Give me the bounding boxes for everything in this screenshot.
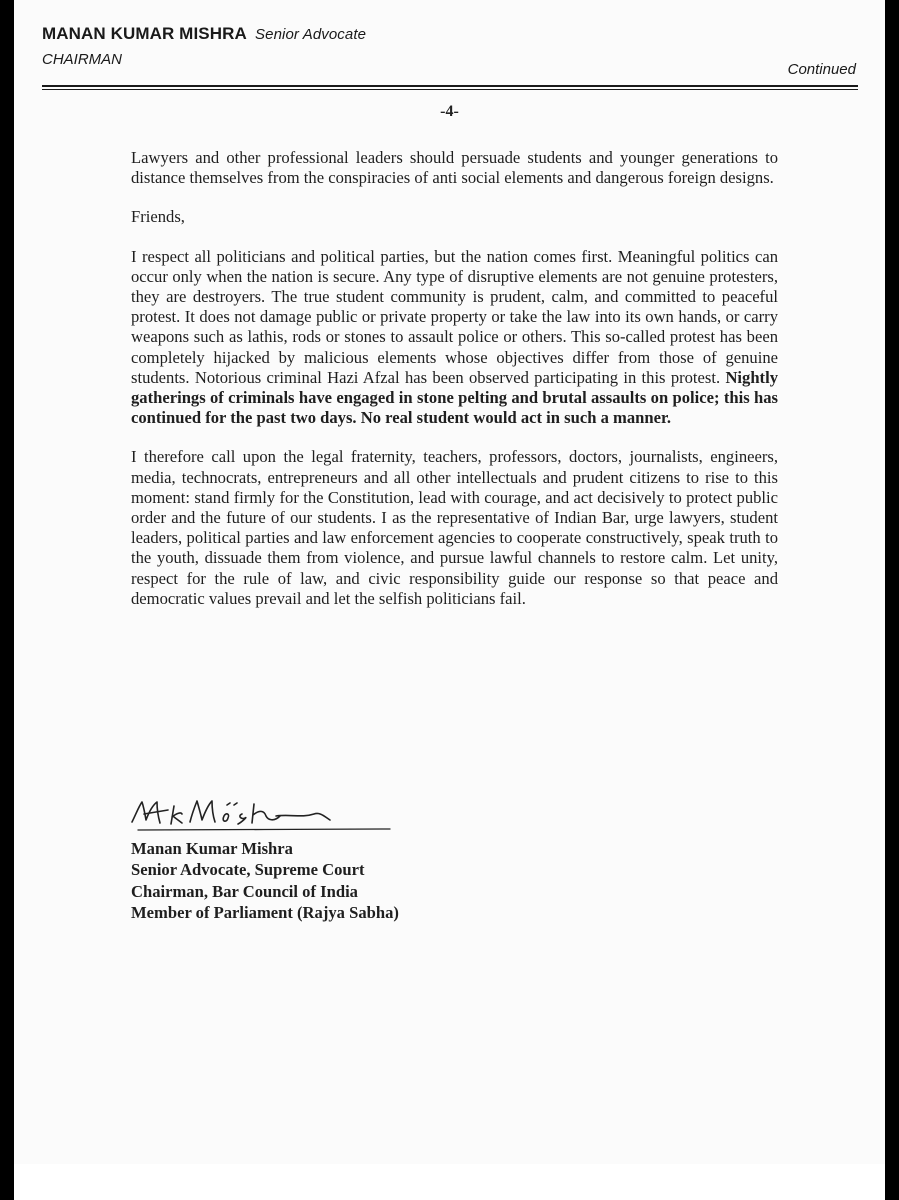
salutation: Friends, bbox=[131, 207, 185, 227]
signatory-title-3: Member of Parliament (Rajya Sabha) bbox=[131, 903, 399, 923]
signature-block bbox=[131, 838, 399, 924]
page-number: -4- bbox=[440, 103, 459, 120]
signatory-title-1: Senior Advocate, Supreme Court bbox=[131, 860, 365, 880]
letterhead-role: CHAIRMAN bbox=[42, 51, 123, 68]
letterhead-name bbox=[42, 24, 366, 44]
paragraph-4: I therefore call upon the legal fraternity, teachers, professors, doctors, journalists, engineers, media, technocrats, entrepreneurs and all other intellectuals and prudent citizens to rise to this moment: stand firmly for the Constitution, lead with courage, and act decisively to protect public order and the future of our students. I as the representative of Indian Bar, urge lawyers, student leaders, political parties and law enforcement agencies to cooperate constructively, speak truth to the youth, dissuade them from violence, and pursue lawful channels to restore calm. Let unity, respect for the rule of law, and civic responsibility guide our response so that peace and democratic values prevail and let the selfish politicians fail. bbox=[131, 447, 778, 608]
paragraph-3 bbox=[131, 247, 778, 429]
paragraph-3-bold: Nightly gatherings of criminals have engaged in stone pelting and brutal assaults on police; this has continued for the past two days. No real student would act in such a manner. bbox=[131, 367, 778, 428]
header-rule-thin bbox=[42, 89, 858, 90]
handwritten-signature bbox=[124, 796, 394, 836]
letter-page bbox=[14, 0, 885, 1200]
header-rule bbox=[42, 85, 858, 87]
letterhead-designation: Senior Advocate bbox=[255, 26, 367, 43]
letterhead-name-text: MANAN KUMAR MISHRA bbox=[42, 24, 247, 43]
page-bottom-band bbox=[14, 1164, 885, 1200]
signatory-name: Manan Kumar Mishra bbox=[131, 839, 293, 858]
paragraph-1: Lawyers and other professional leaders should persuade students and younger generations to distance themselves from the conspiracies of anti social elements and dangerous foreign designs. bbox=[131, 148, 778, 188]
paragraph-3-regular: I respect all politicians and political parties, but the nation comes first. Meaningful politics can occur only when the nation is secure. Any type of disruptive elements are not genuine protesters, they are destroyers. The true student community is prudent, calm, and committed to peaceful protest. It does not damage public or private property or take the law into its own hands, or carry weapons such as lathis, rods or stones to assault police or others. This so-called protest has been completely hijacked by malicious elements whose objectives differ from those of genuine students. Notorious criminal Hazi Afzal has been observed participating in this protest. bbox=[131, 246, 778, 387]
signatory-title-2: Chairman, Bar Council of India bbox=[131, 881, 358, 901]
continued-label: Continued bbox=[787, 61, 856, 78]
letter-body bbox=[131, 148, 778, 628]
